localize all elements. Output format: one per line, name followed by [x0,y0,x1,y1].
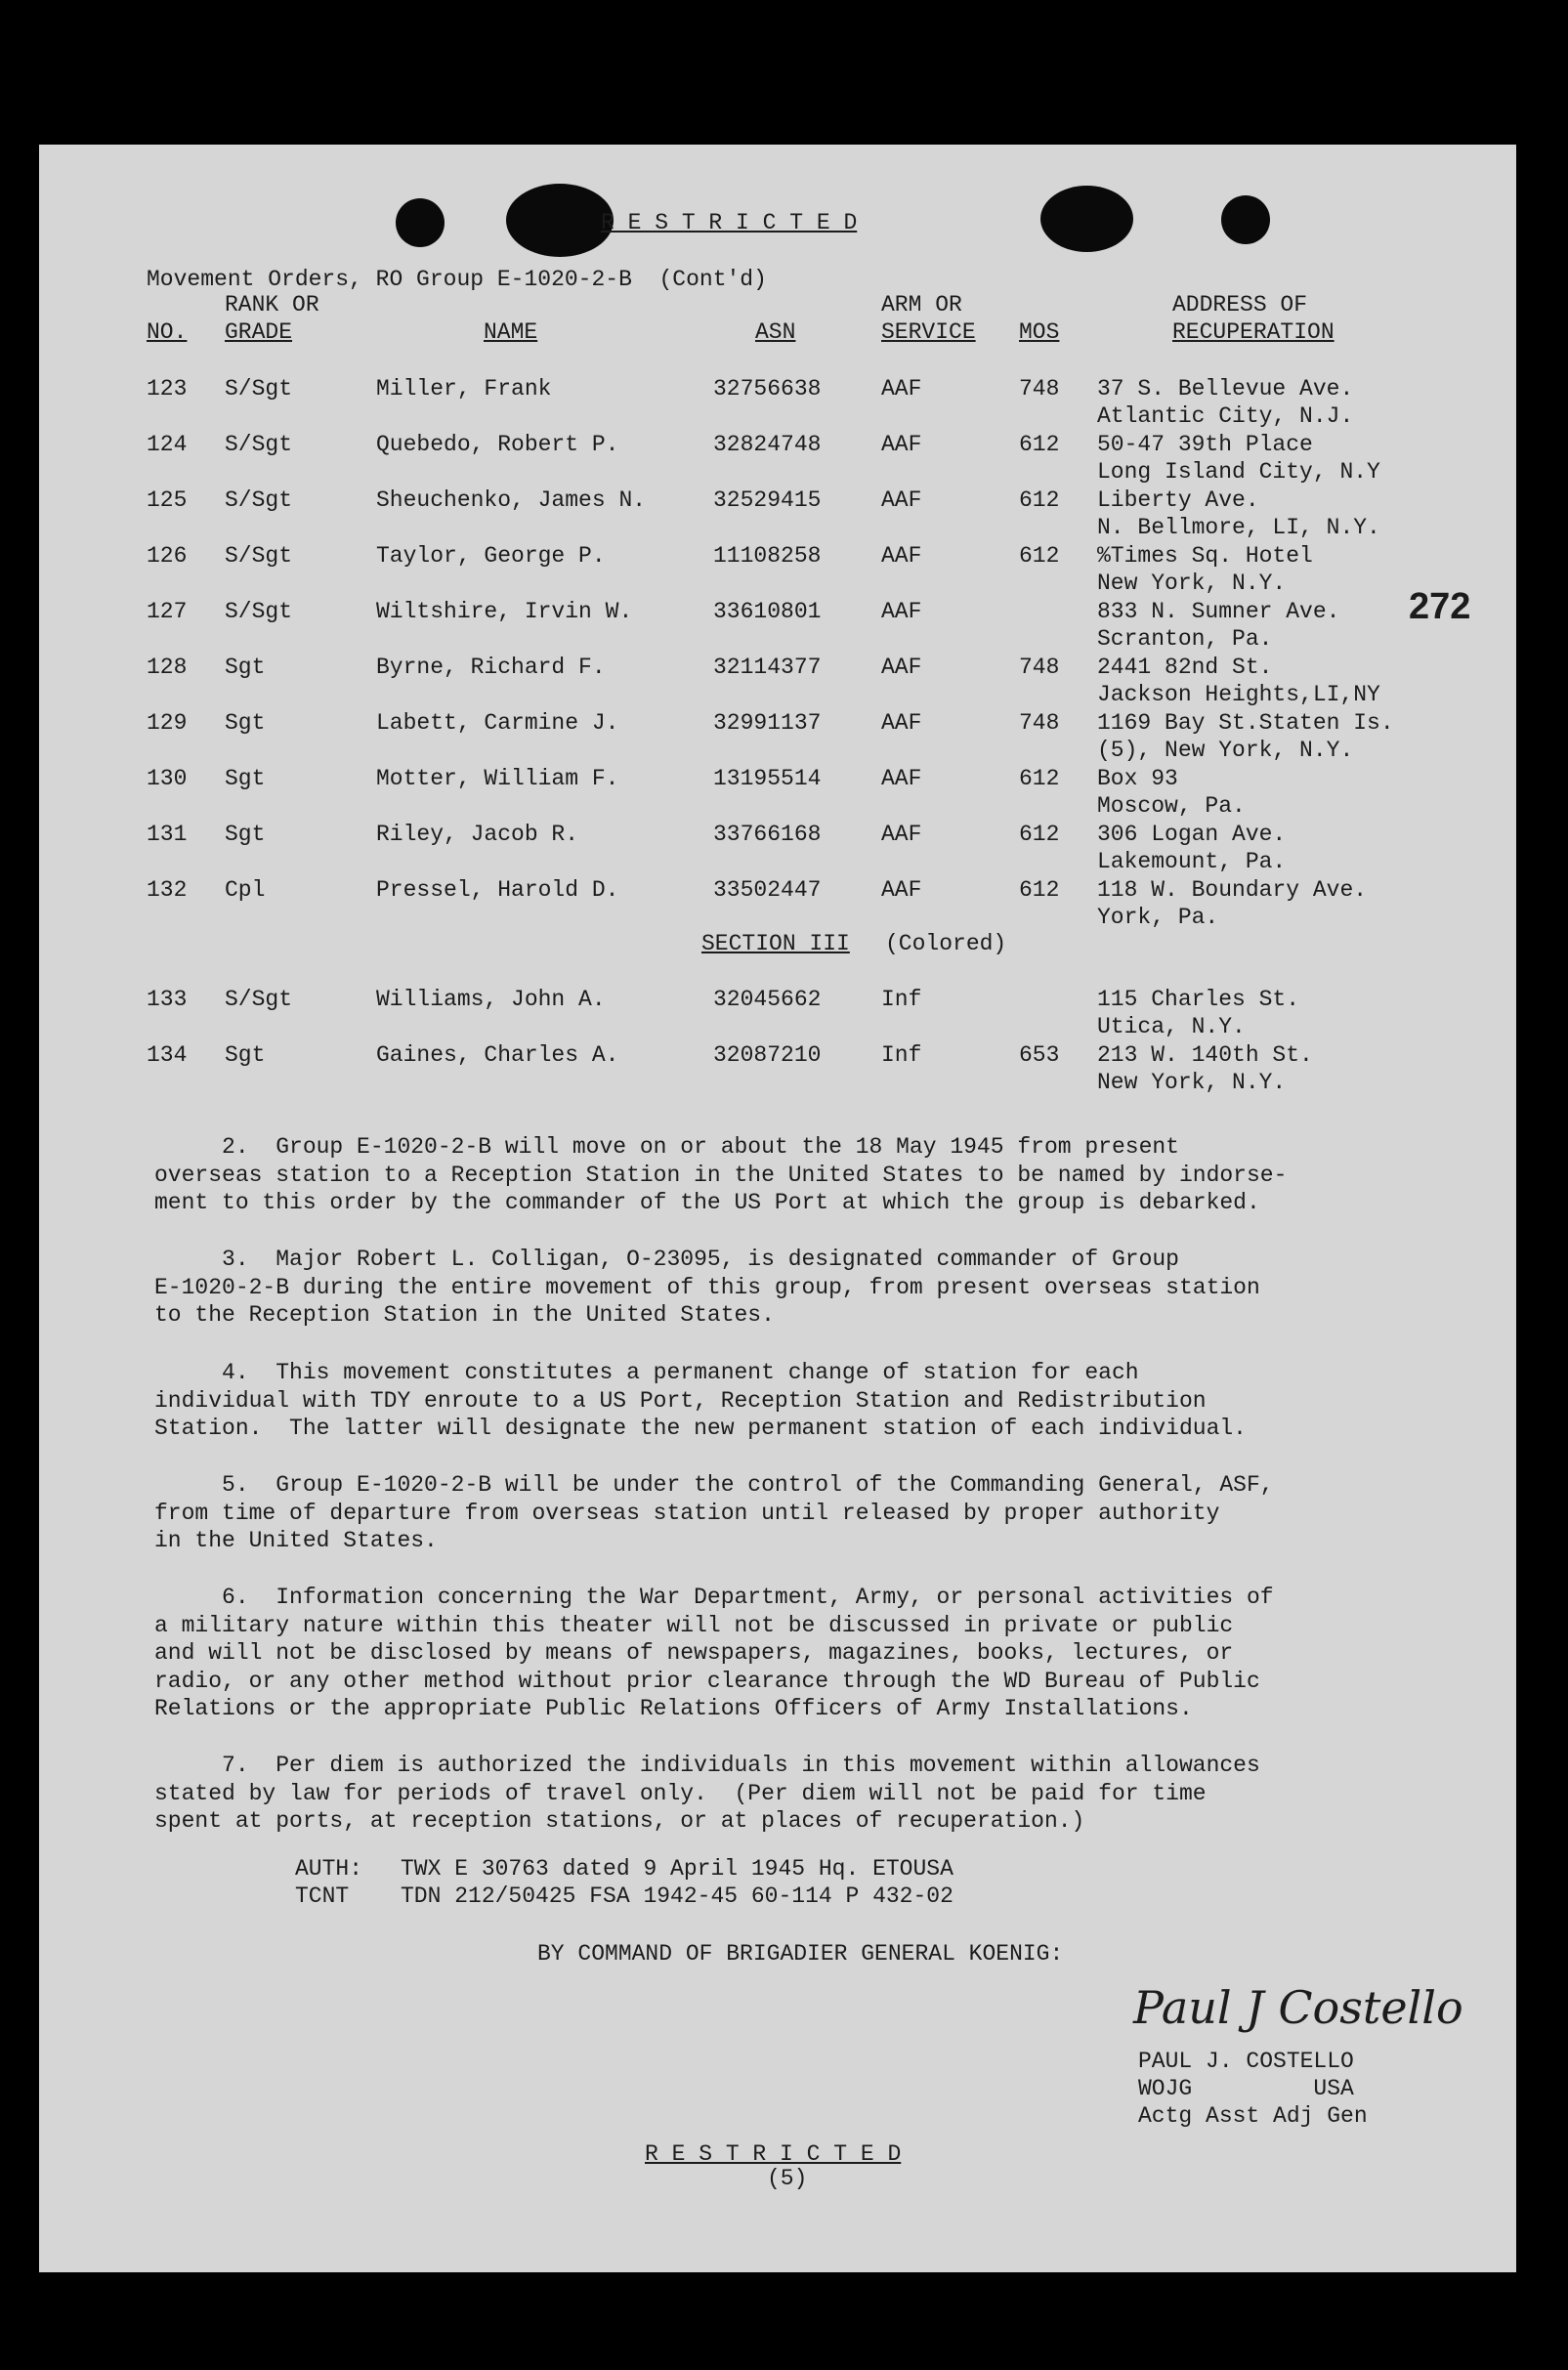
cell-addr2: (5), New York, N.Y. [1097,738,1354,763]
cell-addr1: 118 W. Boundary Ave. [1097,877,1368,903]
paragraph-line: 6. Information concerning the War Department, Army, or personal activities of [154,1585,1274,1610]
cell-arm: AAF [881,877,922,903]
signer-title: Actg Asst Adj Gen [1138,2103,1368,2129]
cell-addr2: Moscow, Pa. [1097,793,1246,819]
paragraph-line: a military nature within this theater will not be discussed in private or public [154,1612,1234,1638]
cell-addr1: 2441 82nd St. [1097,655,1273,680]
cell-asn: 32756638 [713,376,822,402]
cell-grade: S/Sgt [225,543,293,569]
cell-addr1: 50-47 39th Place [1097,432,1313,457]
cell-grade: Cpl [225,877,266,903]
paragraph-line: spent at ports, at reception stations, or at places of recuperation.) [154,1808,1085,1834]
cell-arm: AAF [881,710,922,736]
col-recuperation: RECUPERATION [1172,319,1335,345]
cell-name: Labett, Carmine J. [376,710,619,736]
section-title: SECTION III [701,931,850,956]
cell-name: Sheuchenko, James N. [376,487,647,513]
page-number: (5) [767,2166,808,2191]
paragraph-line: Station. The latter will designate the new permanent station of each individual. [154,1416,1247,1441]
cell-arm: AAF [881,766,922,791]
col-mos: MOS [1019,319,1060,345]
cell-arm: Inf [881,987,922,1012]
cell-no: 129 [147,710,188,736]
cell-name: Pressel, Harold D. [376,877,619,903]
cell-arm: AAF [881,487,922,513]
cell-addr2: Long Island City, N.Y [1097,459,1380,485]
col-grade: GRADE [225,319,293,345]
paragraph-line: to the Reception Station in the United States. [154,1302,775,1328]
cell-no: 124 [147,432,188,457]
auth-text: TWX E 30763 dated 9 April 1945 Hq. ETOUSA [401,1856,954,1882]
cell-addr2: New York, N.Y. [1097,1070,1287,1095]
cell-no: 123 [147,376,188,402]
ink-blot-left [506,184,614,257]
cell-grade: Sgt [225,1042,266,1068]
paragraph-line: 3. Major Robert L. Colligan, O-23095, is designated commander of Group [154,1247,1179,1272]
cell-addr1: 833 N. Sumner Ave. [1097,599,1340,624]
paragraph-line: overseas station to a Reception Station in the United States to be named by indorse- [154,1162,1288,1188]
cell-addr1: 306 Logan Ave. [1097,822,1287,847]
punch-hole-right [1221,195,1270,244]
cell-asn: 11108258 [713,543,822,569]
paragraph-line: E-1020-2-B during the entire movement of this group, from present overseas station [154,1274,1260,1300]
cell-grade: S/Sgt [225,487,293,513]
col-asn: ASN [755,319,796,345]
cell-grade: S/Sgt [225,987,293,1012]
cell-grade: Sgt [225,766,266,791]
cell-grade: S/Sgt [225,432,293,457]
paragraph-line: from time of departure from overseas station until released by proper authority [154,1500,1220,1526]
document-title: Movement Orders, RO Group E-1020-2-B (Cont'd) [147,267,767,292]
cell-name: Wiltshire, Irvin W. [376,599,633,624]
punch-hole-left [396,198,445,247]
col-address-line1: ADDRESS OF [1172,292,1308,317]
cell-name: Taylor, George P. [376,543,606,569]
cell-addr1: 37 S. Bellevue Ave. [1097,376,1354,402]
cell-mos: 612 [1019,432,1060,457]
paragraph-line: 7. Per diem is authorized the individuals in this movement within allowances [154,1753,1260,1778]
cell-mos: 748 [1019,376,1060,402]
cell-asn: 32529415 [713,487,822,513]
cell-grade: Sgt [225,822,266,847]
cell-asn: 32087210 [713,1042,822,1068]
cell-grade: S/Sgt [225,376,293,402]
handwritten-signature: Paul J Costello [1133,1981,1463,2034]
cell-asn: 32045662 [713,987,822,1012]
cell-arm: AAF [881,432,922,457]
signer-name: PAUL J. COSTELLO [1138,2049,1354,2074]
cell-mos: 612 [1019,822,1060,847]
tcnt-label: TCNT [295,1883,350,1909]
cell-arm: AAF [881,599,922,624]
cell-asn: 33766168 [713,822,822,847]
cell-addr1: Liberty Ave. [1097,487,1259,513]
cell-grade: Sgt [225,710,266,736]
paragraph-line: stated by law for periods of travel only. (Per diem will not be paid for time [154,1780,1207,1806]
cell-no: 130 [147,766,188,791]
cell-name: Williams, John A. [376,987,606,1012]
cell-no: 125 [147,487,188,513]
cell-asn: 32824748 [713,432,822,457]
cell-mos: 612 [1019,543,1060,569]
cell-no: 131 [147,822,188,847]
cell-no: 126 [147,543,188,569]
cell-addr1: Box 93 [1097,766,1178,791]
cell-no: 128 [147,655,188,680]
cell-name: Gaines, Charles A. [376,1042,619,1068]
cell-addr2: Scranton, Pa. [1097,626,1273,652]
restricted-header: R E S T R I C T E D [601,210,858,235]
cell-arm: Inf [881,1042,922,1068]
page-stamp-number: 272 [1409,586,1471,627]
cell-no: 133 [147,987,188,1012]
paragraph-line: and will not be disclosed by means of newspapers, magazines, books, lectures, or [154,1640,1234,1666]
cell-addr2: New York, N.Y. [1097,571,1287,596]
cell-addr1: 115 Charles St. [1097,987,1300,1012]
paragraph-line: in the United States. [154,1528,438,1553]
cell-addr2: Lakemount, Pa. [1097,849,1287,874]
paragraph-line: individual with TDY enroute to a US Port, Reception Station and Redistribution [154,1387,1207,1414]
cell-no: 134 [147,1042,188,1068]
paragraph-line: radio, or any other method without prior clearance through the WD Bureau of Public [154,1668,1260,1694]
restricted-footer: R E S T R I C T E D [645,2141,902,2167]
cell-mos: 612 [1019,487,1060,513]
cell-addr1: 1169 Bay St.Staten Is. [1097,710,1394,736]
cell-asn: 33502447 [713,877,822,903]
tcnt-text: TDN 212/50425 FSA 1942-45 60-114 P 432-02 [401,1883,954,1909]
cell-no: 132 [147,877,188,903]
paragraph-line: 2. Group E-1020-2-B will move on or about the 18 May 1945 from present [154,1134,1179,1160]
cell-arm: AAF [881,655,922,680]
cell-mos: 612 [1019,877,1060,903]
signer-rank: WOJG USA [1138,2076,1354,2101]
cell-addr2: Jackson Heights,LI,NY [1097,682,1380,707]
cell-name: Miller, Frank [376,376,552,402]
cell-name: Quebedo, Robert P. [376,432,619,457]
cell-addr2: Utica, N.Y. [1097,1014,1246,1039]
cell-arm: AAF [881,376,922,402]
col-service: SERVICE [881,319,976,345]
cell-no: 127 [147,599,188,624]
cell-name: Riley, Jacob R. [376,822,579,847]
cell-mos: 612 [1019,766,1060,791]
paragraph-line: ment to this order by the commander of the US Port at which the group is debarked. [154,1190,1260,1215]
cell-grade: S/Sgt [225,599,293,624]
cell-addr2: York, Pa. [1097,905,1219,930]
cell-addr1: 213 W. 140th St. [1097,1042,1313,1068]
cell-mos: 653 [1019,1042,1060,1068]
paragraph-line: 4. This movement constitutes a permanent change of station for each [154,1360,1139,1385]
cell-name: Motter, William F. [376,766,619,791]
paragraph-line: Relations or the appropriate Public Relations Officers of Army Installations. [154,1696,1193,1721]
cell-asn: 13195514 [713,766,822,791]
col-no: NO. [147,319,188,345]
col-arm-line1: ARM OR [881,292,962,317]
auth-label: AUTH: [295,1856,363,1882]
col-rank-line1: RANK OR [225,292,319,317]
cell-asn: 32991137 [713,710,822,736]
cell-asn: 32114377 [713,655,822,680]
cell-mos: 748 [1019,710,1060,736]
cell-arm: AAF [881,822,922,847]
col-name: NAME [484,319,538,345]
ink-blot-right [1040,186,1133,252]
section-note: (Colored) [885,931,1007,956]
cell-addr2: N. Bellmore, LI, N.Y. [1097,515,1380,540]
paragraph-line: 5. Group E-1020-2-B will be under the control of the Commanding General, ASF, [154,1472,1274,1498]
cell-name: Byrne, Richard F. [376,655,606,680]
cell-grade: Sgt [225,655,266,680]
cell-addr2: Atlantic City, N.J. [1097,403,1354,429]
cell-asn: 33610801 [713,599,822,624]
document-page [39,145,1516,2272]
cell-mos: 748 [1019,655,1060,680]
cell-arm: AAF [881,543,922,569]
command-line: BY COMMAND OF BRIGADIER GENERAL KOENIG: [537,1941,1064,1967]
cell-addr1: %Times Sq. Hotel [1097,543,1313,569]
